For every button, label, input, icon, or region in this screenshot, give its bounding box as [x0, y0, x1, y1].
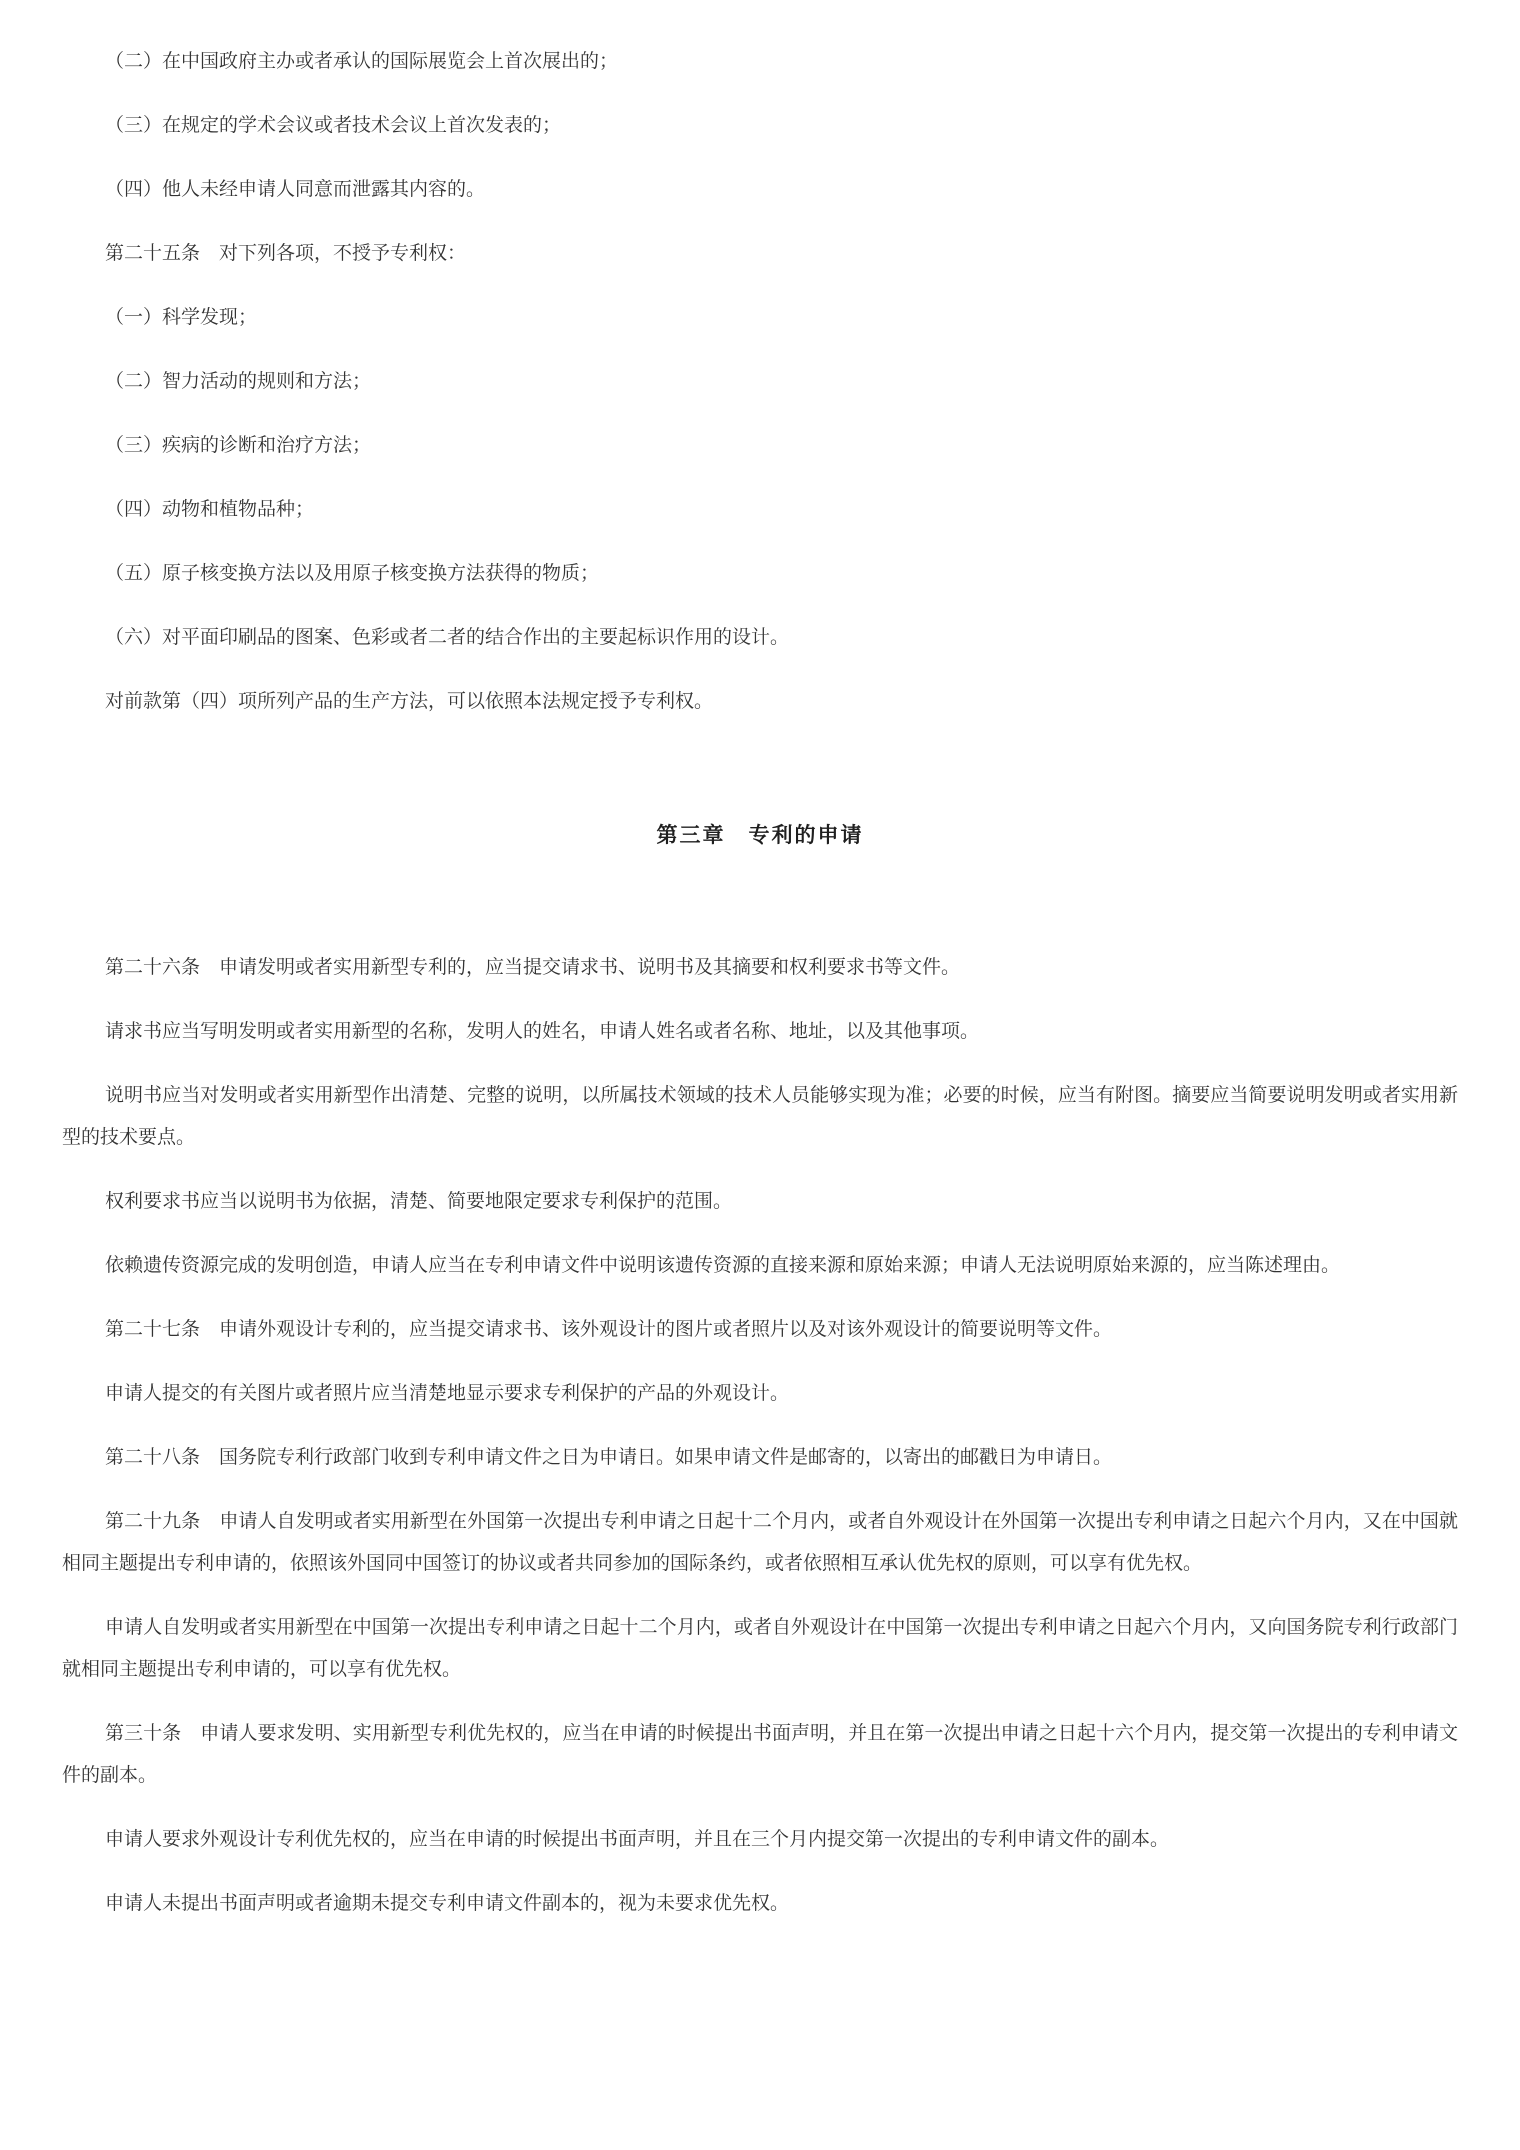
article-25-closing: 对前款第（四）项所列产品的生产方法，可以依照本法规定授予专利权。 [105, 691, 714, 712]
article-25-item-3: （三）疾病的诊断和治疗方法； [105, 435, 372, 456]
clause-exhibition: （二）在中国政府主办或者承认的国际展览会上首次展出的； [105, 51, 619, 72]
article-28-filing-date: 第二十八条 国务院专利行政部门收到专利申请文件之日为申请日。如果申请文件是邮寄的，以寄出的邮戳日为申请日。 [105, 1447, 1113, 1468]
article-25-item-4: （四）动物和植物品种； [105, 499, 315, 520]
article-26-lead: 第二十六条 申请发明或者实用新型专利的，应当提交请求书、说明书及其摘要和权利要求书等文件。 [105, 957, 961, 978]
article-25-item-2: （二）智力活动的规则和方法； [105, 371, 372, 392]
article-29-domestic-priority: 申请人自发明或者实用新型在中国第一次提出专利申请之日起十二个月内，或者自外观设计在中国第一次提出专利申请之日起六个月内，又向国务院专利行政部门就相同主题提出专利申请的，可以享有优先权。 [62, 1617, 1458, 1680]
article-25-item-6: （六）对平面印刷品的图案、色彩或者二者的结合作出的主要起标识作用的设计。 [105, 627, 790, 648]
chapter-3-heading: 第三章 专利的申请 [656, 824, 864, 847]
article-26-genetic-resources: 依赖遗传资源完成的发明创造，申请人应当在专利申请文件中说明该遗传资源的直接来源和原始来源；申请人无法说明原始来源的，应当陈述理由。 [105, 1255, 1341, 1276]
article-26-claims: 权利要求书应当以说明书为依据，清楚、简要地限定要求专利保护的范围。 [105, 1191, 733, 1212]
article-29-foreign-priority: 第二十九条 申请人自发明或者实用新型在外国第一次提出专利申请之日起十二个月内，或者自外观设计在外国第一次提出专利申请之日起六个月内，又在中国就相同主题提出专利申请的，依照该外国同中国签订的协议或者共同参加的国际条约，或者依照相互承认优先权的原则，可以享有优先权。 [62, 1511, 1458, 1574]
article-30-design-priority: 申请人要求外观设计专利优先权的，应当在申请的时候提出书面声明，并且在三个月内提交第一次提出的专利申请文件的副本。 [105, 1829, 1170, 1850]
article-30-declaration: 第三十条 申请人要求发明、实用新型专利优先权的，应当在申请的时候提出书面声明，并且在第一次提出申请之日起十六个月内，提交第一次提出的专利申请文件的副本。 [62, 1723, 1458, 1786]
article-26-description: 说明书应当对发明或者实用新型作出清楚、完整的说明，以所属技术领域的技术人员能够实现为准；必要的时候，应当有附图。摘要应当简要说明发明或者实用新型的技术要点。 [62, 1085, 1458, 1148]
article-25-item-1: （一）科学发现； [105, 307, 258, 328]
article-27-lead: 第二十七条 申请外观设计专利的，应当提交请求书、该外观设计的图片或者照片以及对该外观设计的简要说明等文件。 [105, 1319, 1113, 1340]
clause-disclosure-without-consent: （四）他人未经申请人同意而泄露其内容的。 [105, 179, 486, 200]
article-25-item-5: （五）原子核变换方法以及用原子核变换方法获得的物质； [105, 563, 600, 584]
article-26-request-letter: 请求书应当写明发明或者实用新型的名称，发明人的姓名，申请人姓名或者名称、地址，以及其他事项。 [105, 1021, 980, 1042]
clause-academic-conference: （三）在规定的学术会议或者技术会议上首次发表的； [105, 115, 562, 136]
article-30-waiver: 申请人未提出书面声明或者逾期未提交专利申请文件副本的，视为未要求优先权。 [105, 1893, 790, 1914]
article-27-pictures: 申请人提交的有关图片或者照片应当清楚地显示要求专利保护的产品的外观设计。 [105, 1383, 790, 1404]
article-25-lead: 第二十五条 对下列各项，不授予专利权： [105, 243, 467, 264]
